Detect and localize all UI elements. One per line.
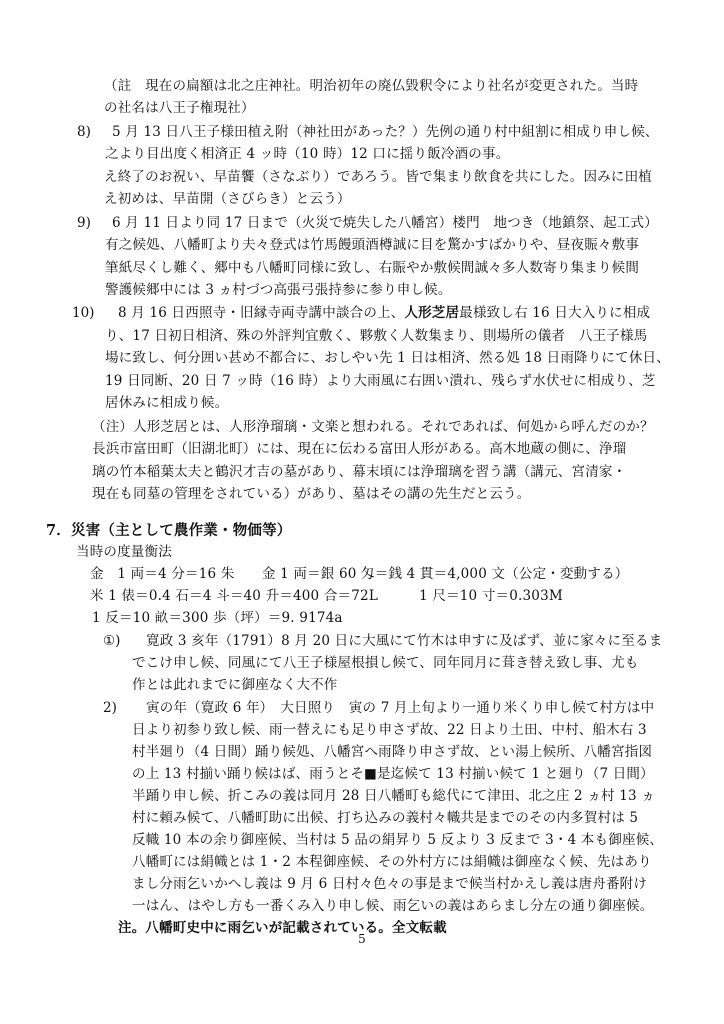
closing-note: 注。八幡町史中に雨乞いが記載されている。全文転載 (118, 920, 447, 936)
item-8-note-1: え終了のお祝い、早苗饗（さなぶり）であろう。皆で集まり飲食を共にした。因みに田植 (104, 169, 652, 185)
disaster-item-1-line-2: でこけ申し候、同風にて八王子様屋根損し候て、同年同月に葺き替え致し事、尤も (132, 655, 639, 671)
disaster-item-2-line-4: の上 13 村揃い踊り候はば、雨うとそ■是迄候て 13 村揃い候て 1 と廻り（7 日間） (132, 766, 654, 782)
item-10-text-a: 8 月 16 日西照寺・旧縁寺両寺講中談合の上、 (118, 305, 405, 321)
item-10-line-4: 19 日同断、20 日 7 ッ時（16 時）より大雨風に右囲い潰れ、残らず水伏せに相成り、芝 (105, 373, 656, 389)
disaster-item-2-line-9: まし分雨乞いかへし義は 9 月 6 日村々色々の事是まで候当村かえし義は唐舟番附け (132, 876, 648, 892)
item-9-number: 9) (77, 215, 91, 231)
units-title: 当時の度量衡法 (76, 544, 172, 560)
item-8-line-2: 之より目出度く相済正 4 ッ時（10 時）12 口に揺り飯冷酒の事。 (105, 146, 510, 162)
item-10-number: 10) (72, 305, 95, 321)
note2-line-2: 長浜市富田町（旧湖北町）には、現在に伝わる富田人形がある。高木地蔵の側に、浄瑠 (92, 441, 627, 457)
section-7-heading: 7．災害（主として農作業・物価等） (46, 522, 292, 539)
page-number: 5 (358, 932, 366, 946)
note2-line-3: 璃の竹本稲葉太夫と鶴沢才吉の墓があり、幕末頃には浄瑠璃を習う講（講元、宮清家・ (92, 464, 627, 480)
units-line-2: 米 1 俵＝0.4 石＝4 斗＝40 升＝400 合＝72L 1 尺＝10 寸＝0.303M (90, 588, 563, 604)
disaster-item-2-line-8: 八幡町には絹幟とは 1・2 本程御座候、その外村方には絹幟は御座なく候、先はあり (132, 854, 652, 870)
disaster-item-1-line-1: 寛政 3 亥年（1791）8 月 20 日に大風にて竹木は申すに及ばず、並に家々に至るま (146, 633, 663, 649)
disaster-item-2-line-7: 反幟 10 本の余り御座候、当村は 5 品の絹昇り 5 反より 3 反まで 3・4 本も御座候、 (132, 832, 664, 848)
item-10-line-3: 場に致し、何分囲い甚め不都合に、おしやい先 1 日は相済、然る処 18 日雨降りにて休日、 (105, 350, 670, 366)
item-8-line-1: 5 月 13 日八王子様田植え附（神社田があった？）先例の通り村中組割に相成り申し候、 (112, 124, 659, 140)
item-8-note-2: え初めは、早苗開（さびらき）と云う） (104, 191, 351, 207)
item-9-line-4: 警護候郷中には 3 ヵ村づつ高張弓張持参に参り申し候。 (105, 282, 452, 298)
item-9-line-2: 有之候処、八幡町より夫々登式は竹馬饅頭酒樽誠に目を驚かすばかりや、昼夜賑々敷事 (105, 237, 640, 253)
note-line-2: の社名は八王子権現社） (104, 100, 255, 116)
units-line-3: 1 反＝10 畝＝300 歩（坪）＝9. 9174a (92, 610, 343, 626)
disaster-item-2-number: 2) (103, 700, 117, 716)
disaster-item-2-line-5: 半踊り申し候、折こみの義は同月 28 日八幡町も総代にて津田、北之庄 2 ヵ村 13 ヵ (132, 788, 655, 804)
item-10-line-5: 居休みに相成り候。 (105, 395, 229, 411)
disaster-item-2-line-2: 日より初参り致し候、雨一替えにも足り申さず故、22 日より土田、中村、船木右 3 (132, 722, 647, 738)
item-10-text-c: 最様致し右 16 日大入りに相成 (459, 305, 651, 321)
disaster-item-2-line-10: 一はん、はやし方も一番くみ入り申し候、雨乞いの義はあらまし分左の通り御座候。 (132, 898, 654, 914)
disaster-item-2-line-3: 村半廻り（4 日間）踊り候処、八幡宮へ雨降り申さず故、とい湯上候所、八幡宮指図 (132, 744, 653, 760)
item-10-line-2: り、17 日初日相済、殊の外評判宜敷く、夥敷く人数集まり、則場所の儀者 八王子様馬 (105, 328, 648, 344)
units-line-1: 金 1 両＝4 分＝16 朱 金 1 両＝銀 60 匁＝銭 4 貫＝4,000 文（公定・変動する） (90, 566, 629, 582)
note2-line-1: （注）人形芝居とは、人形浄瑠璃・文楽と想われる。それであれば、何処から呼んだのか？ (92, 419, 654, 435)
disaster-item-2-line-6: 村に頼み候て、八幡町助に出候、打ち込みの義村々幟共是までのその内多賀村は 5 (132, 810, 639, 826)
note-line-1: （註 現在の扁額は北之庄神社。明治初年の廃仏毀釈令により社名が変更された。当時 (104, 78, 639, 94)
item-9-line-3: 筆紙尽くし難く、郷中も八幡町同様に致し、右賑やか敷候間誠々多人数寄り集まり候間 (105, 260, 640, 276)
item-10-bold-term: 人形芝居 (404, 305, 460, 321)
disaster-item-2-line-1: 寅の年（寛政 6 年） 大日照り 寅の 7 月上旬より一通り米くり申し候て村方は中 (146, 700, 655, 716)
item-8-number: 8) (77, 124, 91, 140)
disaster-item-1-line-3: 作とは此れまでに御座なく大不作 (132, 677, 338, 693)
disaster-item-1-number: ①) (103, 633, 121, 649)
note2-line-4: 現在も同墓の管理をされている）があり、墓はその講の先生だと云う。 (92, 486, 531, 502)
item-9-line-1: 6 月 11 日より同 17 日まで（火災で焼失した八幡宮）楼門 地つき（地鎮祭、起工式） (112, 215, 658, 231)
item-10-line-1 (118, 304, 650, 322)
